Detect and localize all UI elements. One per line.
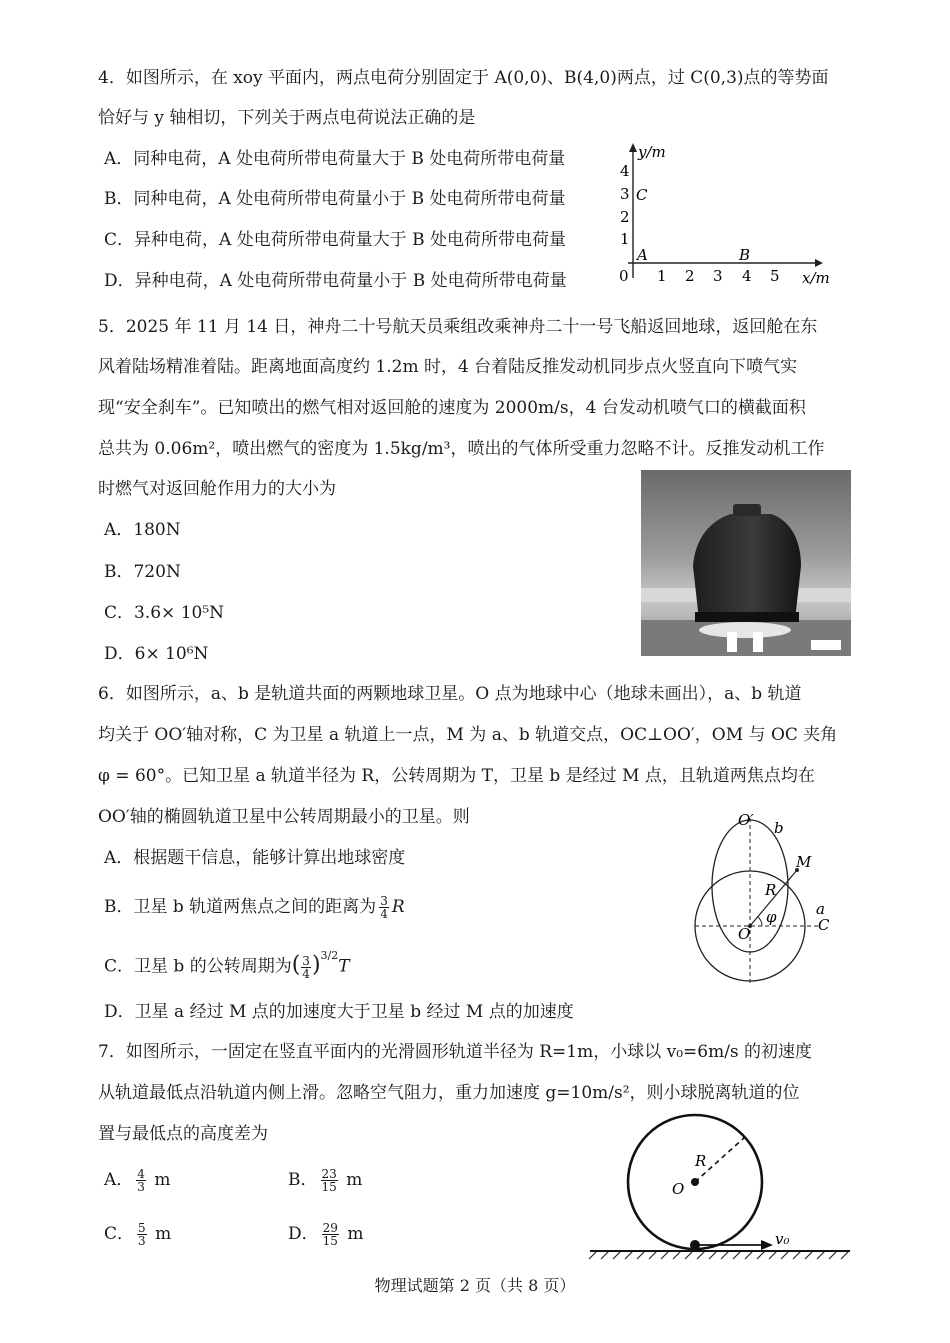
q4-y-tick-3: 3 [620,185,630,203]
q7-stem-line2: 从轨道最低点沿轨道内侧上滑。忽略空气阻力，重力加速度 g=10m/s²，则小球脱离轨道的位 [98,1083,800,1103]
q7-label-o: O [672,1180,685,1198]
q5-option-a: A．180N [104,520,181,540]
q6-option-a: A．根据题干信息，能够计算出地球密度 [104,848,406,868]
q6-option-c: C．卫星 b 的公转周期为( $\frac{3}{4}$ )$^{3/2}$T [104,949,350,981]
q4-y-axis-arrow [629,143,637,152]
q6-option-b-numerator: 3 [380,894,388,908]
q6-label-a: a [816,900,825,918]
q5-stem-line4: 总共为 0.06m²，喷出燃气的密度为 1.5kg/m³，喷出的气体所受重力忽略不计。反推发动机工作 [98,439,825,459]
q6-label-b: b [774,819,784,837]
q5-stem-line3: 现“安全刹车”。已知喷出的燃气相对返回舱的速度为 2000m/s，4 台发动机喷气口的横截面积 [98,398,806,418]
q7-option-d-fraction: $\frac{29}{15}$ [322,1221,338,1248]
q4-option-c: C．异种电荷，A 处电荷所带电荷量大于 B 处电荷所带电荷量 [104,230,566,250]
q6-label-phi: φ [766,908,777,926]
q7-label-v0: v₀ [775,1230,790,1248]
q4-y-tick-1: 1 [620,230,630,248]
q7-label-r: R [695,1152,707,1170]
q5-stem-line2: 风着陆场精准着陆。距离地面高度约 1.2m 时，4 台着陆反推发动机同步点火竖直向下喷气实 [98,357,798,377]
q5-stem-line1: 5．2025 年 11 月 14 日，神舟二十号航天员乘组改乘神舟二十一号飞船返回地球，返回舱在东 [98,317,818,337]
q6-label-o: O [738,925,751,943]
q4-option-b: B．同种电荷，A 处电荷所带电荷量小于 B 处电荷所带电荷量 [104,189,566,209]
q4-point-b-label: B [739,246,751,264]
q7-stem-line3: 置与最低点的高度差为 [98,1124,268,1144]
q6-label-c: C [818,916,830,934]
q4-y-tick-4: 4 [620,162,630,180]
q6-option-c-suffix: T [338,956,350,977]
q7-option-b: B． $\frac{23}{15}$ m [288,1167,363,1194]
q6-option-c-fraction [301,955,311,980]
q4-x-tick-1: 1 [657,267,667,285]
q6-label-o-prime: O′ [738,811,754,829]
q7-option-c: C． $\frac{5}{3}$ m [104,1221,172,1248]
q7-center-point [691,1178,699,1186]
return-capsule-photo [641,470,851,656]
photo-capsule-body [693,514,801,620]
q6-label-r: R [765,881,777,899]
q7-option-a: A． $\frac{4}{3}$ m [104,1167,171,1194]
q6-option-c-exponent: 3/2 [320,949,339,962]
q4-x-axis-arrow [815,259,823,267]
q5-option-c: C．3.6× 10⁵N [104,603,225,623]
q4-stem-line1: 4．如图所示，在 xoy 平面内，两点电荷分别固定于 A(0,0)、B(4,0)两点，过 C(0,3)点的等势面 [98,68,829,88]
q7-option-c-fraction: $\frac{5}{3}$ [138,1221,146,1248]
q4-stem-line2: 恰好与 y 轴相切，下列关于两点电荷说法正确的是 [98,108,476,128]
q7-circular-track-figure [585,1110,855,1260]
q6-option-b-denominator: 4 [380,907,388,921]
q6-stem-line1: 6．如图所示，a、b 是轨道共面的两颗地球卫星。O 点为地球中心（地球未画出），a、b 轨道 [98,684,802,704]
q7-option-b-fraction: $\frac{23}{15}$ [321,1167,337,1194]
q4-y-tick-2: 2 [620,208,630,226]
q4-point-a-label: A [637,246,648,264]
q5-option-d: D．6× 10⁶N [104,644,209,664]
q5-stem-line5: 时燃气对返回舱作用力的大小为 [98,479,336,499]
q4-x-tick-2: 2 [685,267,695,285]
q6-option-c-numerator: 3 [302,953,310,968]
q4-point-c-label: C [636,186,648,204]
q6-option-b-prefix: B．卫星 b 轨道两焦点之间的距离为 [104,897,377,917]
q6-option-d: D．卫星 a 经过 M 点的加速度大于卫星 b 经过 M 点的加速度 [104,1002,574,1022]
q4-coordinate-figure [600,138,850,288]
q6-stem-line3: φ = 60°。已知卫星 a 轨道半径为 R，公转周期为 T，卫星 b 是经过 M 点，且轨道两焦点均在 [98,766,815,786]
photo-capsule-hatch [733,504,761,516]
q7-option-a-fraction: $\frac{4}{3}$ [137,1167,145,1194]
q4-y-axis-label: y/m [638,143,666,161]
q6-stem-line2: 均关于 OO′轴对称，C 为卫星 a 轨道上一点，M 为 a、b 轨道交点，OC⊥OO′，OM 与 OC 夹角 [98,725,838,745]
q6-stem-line4: OO′轴的椭圆轨道卫星中公转周期最小的卫星。则 [98,807,470,827]
q4-option-d: D．异种电荷，A 处电荷所带电荷量小于 B 处电荷所带电荷量 [104,271,567,291]
q4-x-tick-3: 3 [713,267,723,285]
q6-orbit-figure [690,808,850,986]
q4-origin-label: 0 [619,267,629,285]
q6-angle-arc [758,917,762,926]
q4-x-tick-5: 5 [770,267,780,285]
q6-option-b-suffix: R [391,897,405,917]
q6-label-m: M [796,853,812,871]
q4-x-axis-label: x/m [802,269,830,287]
photo-capsule-base [695,612,799,622]
q6-option-b [104,895,405,920]
q6-option-c-denominator: 4 [302,966,310,981]
q7-option-d: D． $\frac{29}{15}$ m [288,1221,364,1248]
q4-option-a: A．同种电荷，A 处电荷所带电荷量大于 B 处电荷所带电荷量 [104,149,566,169]
q6-option-b-fraction [379,895,389,920]
page-footer: 物理试题第 2 页（共 8 页） [374,1276,576,1295]
q6-option-c-prefix: C．卫星 b 的公转周期为 [104,956,292,977]
q7-stem-line1: 7．如图所示，一固定在竖直平面内的光滑圆形轨道半径为 R=1m，小球以 v₀=6m/s 的初速度 [98,1042,813,1062]
q7-ground-hatching [589,1251,849,1259]
q5-option-b: B．720N [104,562,181,582]
q7-velocity-arrowhead [761,1240,773,1250]
photo-exhaust-glow [699,622,791,638]
q4-x-tick-4: 4 [742,267,752,285]
